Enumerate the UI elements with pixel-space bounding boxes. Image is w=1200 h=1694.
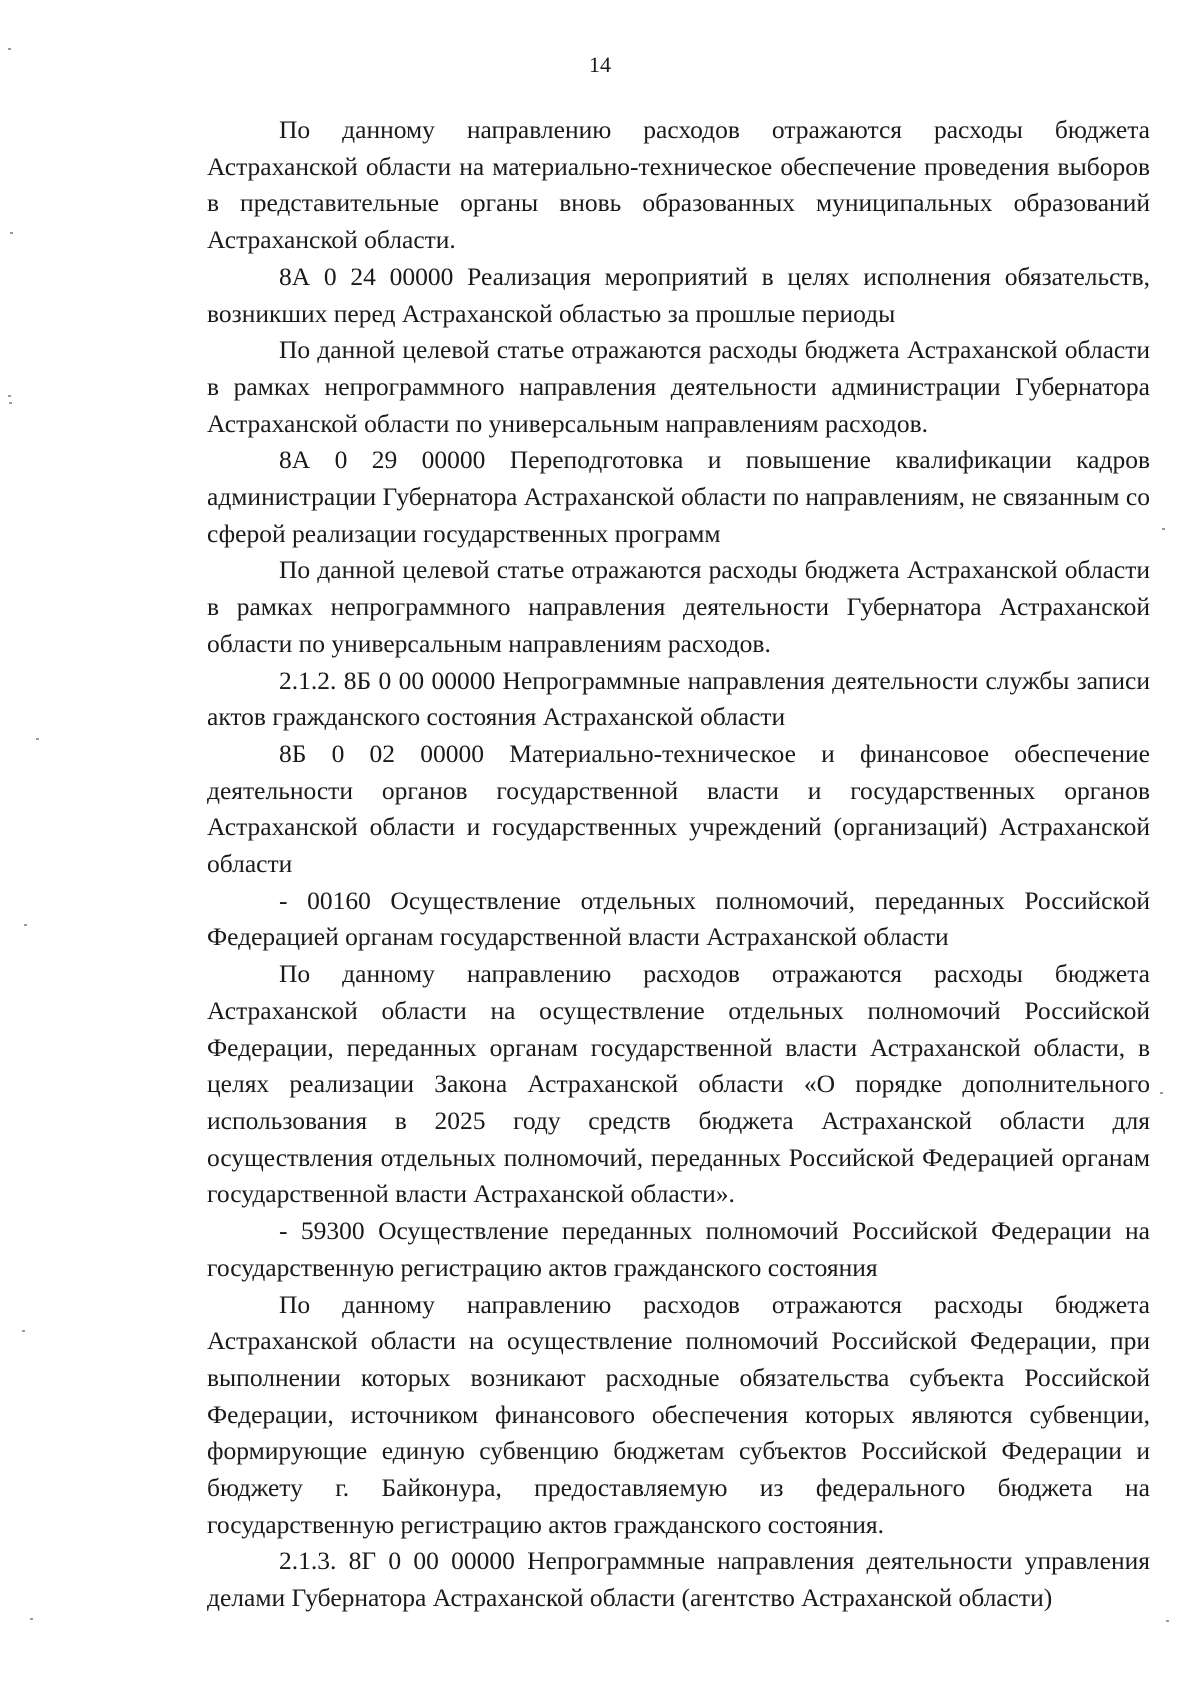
- paragraph: По данной целевой статье отражаются расходы бюджета Астраханской области в рамках непрограммного направления деятельности администрации Губернатора Астраханской области по универсальным направлениям расходов.: [207, 335, 1150, 438]
- paragraph: 8Б 0 02 00000 Материально-техническое и финансовое обеспечение деятельности органов государственной власти и государственных органов Астраханской области и государственных учреждений (организаций) Астраханской области: [207, 738, 1150, 879]
- scan-speck: [1166, 1620, 1169, 1622]
- page-number: 14: [589, 52, 611, 77]
- paragraph: По данному направлению расходов отражаются расходы бюджета Астраханской области на осуществление отдельных полномочий Российской Федерации, переданных органам государственной власти Астраханской области, в целях реализации Закона Астраханской области «О порядке дополнительного использования в 2025 году средств бюджета Астраханской области для осуществления отдельных полномочий, переданных Российской Федерацией органам государственной власти Астраханской области».: [207, 959, 1150, 1209]
- scan-speck: [9, 402, 12, 404]
- scan-speck: [1160, 1092, 1163, 1094]
- document-body: [207, 112, 1150, 1617]
- scan-speck: [10, 232, 13, 234]
- paragraph: 8А 0 29 00000 Переподготовка и повышение квалификации кадров администрации Губернатора Астраханской области по направлениям, не связанным со сферой реализации государственных программ: [207, 445, 1150, 548]
- paragraph: 8А 0 24 00000 Реализация мероприятий в целях исполнения обязательств, возникших перед Астраханской областью за прошлые периоды: [207, 261, 1150, 328]
- paragraph: По данному направлению расходов отражаются расходы бюджета Астраханской области на осуществление полномочий Российской Федерации, при выполнении которых возникают расходные обязательства субъекта Российской Федерации, источником финансового обеспечения которых являются субвенции, формирующие единую субвенцию бюджетам субъектов Российской Федерации и бюджету г. Байконура, предоставляемую из федерального бюджета на государственную регистрацию актов гражданского состояния.: [207, 1289, 1150, 1539]
- paragraph: По данному направлению расходов отражаются расходы бюджета Астраханской области на материально-техническое обеспечение проведения выборов в представительные органы вновь образованных муниципальных образований Астраханской области.: [207, 115, 1150, 255]
- scan-speck: [22, 1330, 25, 1332]
- section-heading: 2.1.2. 8Б 0 00 00000 Непрограммные направления деятельности службы записи актов гражданского состояния Астраханской области: [207, 665, 1150, 732]
- scan-speck: [8, 48, 11, 50]
- scan-speck: [1162, 528, 1165, 530]
- scan-speck: [8, 395, 11, 397]
- scan-speck: [30, 1618, 33, 1620]
- paragraph: По данной целевой статье отражаются расходы бюджета Астраханской области в рамках непрограммного направления деятельности Губернатора Астраханской области по универсальным направлениям расходов.: [207, 555, 1150, 658]
- scan-speck: [24, 924, 27, 926]
- scan-speck: [36, 738, 39, 740]
- section-heading: 2.1.3. 8Г 0 00 00000 Непрограммные направления деятельности управления делами Губернатора Астраханской области (агентство Астраханской области): [207, 1546, 1150, 1613]
- list-item: - 59300 Осуществление переданных полномочий Российской Федерации на государственную регистрацию актов гражданского состояния: [207, 1216, 1150, 1282]
- list-item: - 00160 Осуществление отдельных полномочий, переданных Российской Федерацией органам государственной власти Астраханской области: [207, 885, 1150, 952]
